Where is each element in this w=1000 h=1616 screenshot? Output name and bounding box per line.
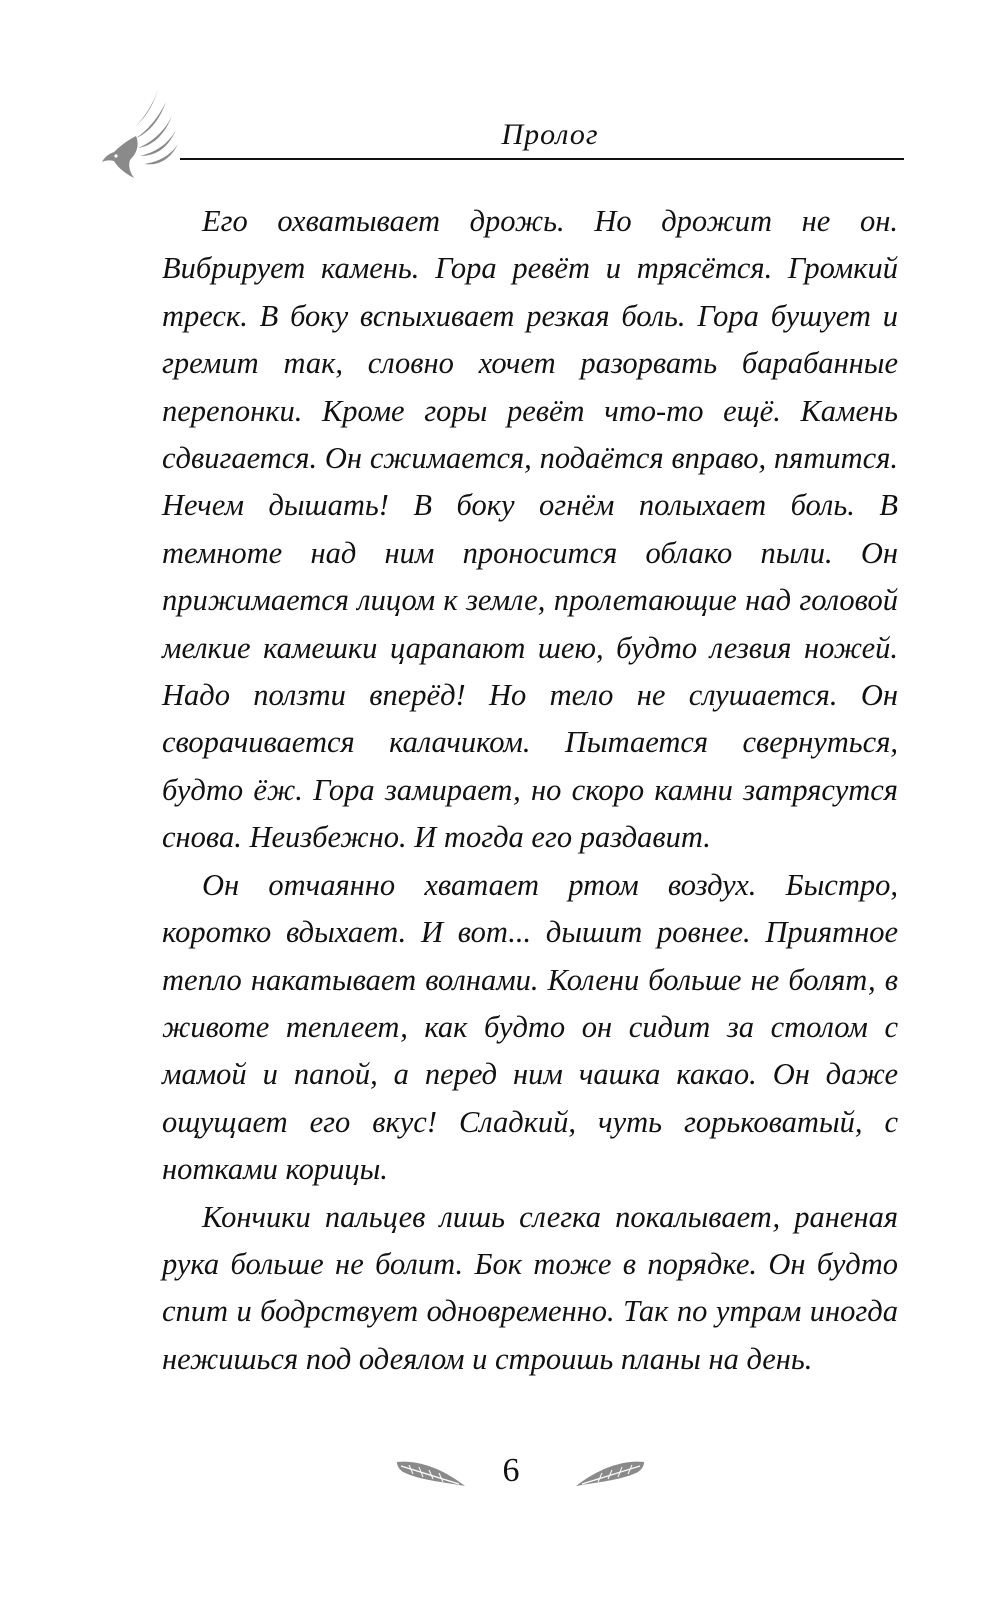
body-text bbox=[162, 198, 898, 1383]
page-header bbox=[100, 80, 900, 190]
page-number: 6 bbox=[502, 1452, 520, 1489]
paragraph: Кончики пальцев лишь слегка покалывает, раненая рука больше не болит. Бок тоже в порядке. Он будто спит и бодрствует одновременно. Так по утрам иногда нежишься под одеялом и строишь планы на день. bbox=[162, 1199, 898, 1376]
paragraph: Его охватывает дрожь. Но дрожит не он. Вибрирует камень. Гора ревёт и трясётся. Громкий треск. В боку вспыхивает резкая боль. Гора бушует и гремит так, словно хочет разорвать барабанные перепонки. Кроме горы ревёт что-то ещё. Камень сдвигается. Он сжимается, подаётся вправо, пятится. Нечем дышать! В боку огнём полыхает боль. В темноте над ним проносится облако пыли. Он прижимается лицом к земле, пролетающие над головой мелкие камешки царапают шею, будто лезвия ножей. Надо ползти вперёд! Но тело не слушается. Он сворачивается калачиком. Пытается свернуться, будто ёж. Гора замирает, но скоро камни затрясутся снова. Неизбежно. И тогда его раздавит. bbox=[162, 204, 898, 855]
feather-ornament-icon bbox=[395, 1456, 467, 1496]
page-footer bbox=[0, 1452, 1000, 1512]
eagle-wing-emblem-icon bbox=[100, 88, 190, 190]
feather-ornament-icon bbox=[574, 1456, 646, 1496]
chapter-title: Пролог bbox=[501, 118, 599, 151]
header-divider bbox=[180, 158, 904, 160]
paragraph: Он отчаянно хватает ртом воздух. Быстро, коротко вдыхает. И вот... дышит ровнее. Приятное тепло накатывает волнами. Колени больше не болят, в животе теплеет, как будто он сидит за столом с мамой и папой, а перед ним чашка какао. Он даже ощущает его вкус! Сладкий, чуть горьковатый, с нотками корицы. bbox=[162, 867, 898, 1187]
